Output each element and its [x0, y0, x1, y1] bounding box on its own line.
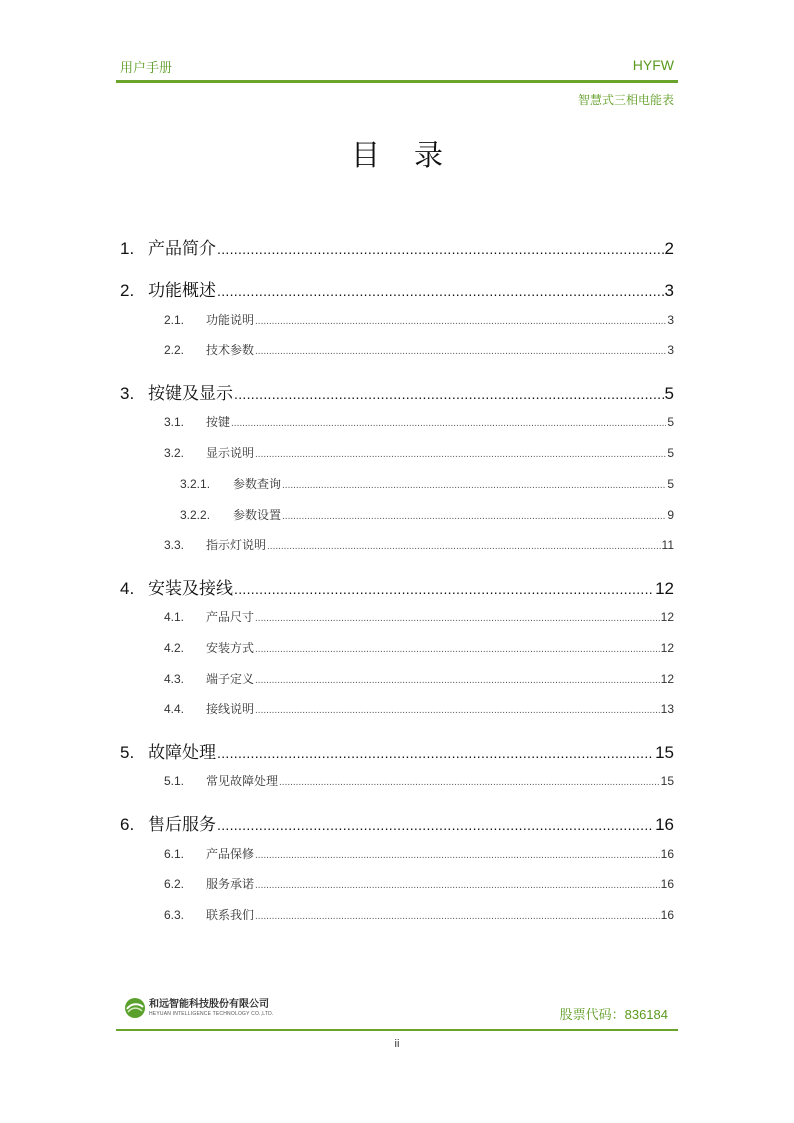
toc-entry-6[interactable] — [120, 810, 674, 835]
toc-page: 5 — [667, 415, 674, 429]
toc-page: 3 — [667, 343, 674, 357]
toc-entry-4-2[interactable] — [164, 639, 674, 656]
toc-number: 5. — [120, 743, 135, 762]
toc-entry-3-2-2[interactable] — [180, 506, 674, 523]
page-title: 目录 — [350, 138, 477, 172]
toc-label: 端子定义 — [206, 672, 255, 686]
toc-leader — [255, 880, 660, 891]
toc-leader — [255, 675, 660, 686]
toc-number: 5.1. — [164, 774, 185, 788]
toc-label: 联系我们 — [206, 908, 255, 922]
toc-entry-3-2[interactable] — [164, 444, 674, 461]
toc-label: 安装方式 — [206, 641, 255, 655]
toc-number: 6. — [120, 815, 135, 834]
toc-entry-2-2[interactable] — [164, 341, 674, 358]
toc-page: 3 — [664, 281, 674, 300]
header-manual-label: 用户手册 — [120, 60, 173, 75]
toc-number: 3.2.1. — [180, 477, 211, 491]
toc-number: 3.2. — [164, 446, 185, 460]
toc-leader — [255, 850, 660, 861]
toc-leader — [217, 283, 664, 299]
toc-leader — [231, 418, 666, 429]
toc-entry-3-2-1[interactable] — [180, 475, 674, 492]
toc-entry-4[interactable] — [120, 574, 674, 599]
toc-label: 按键 — [206, 415, 231, 429]
toc-page: 15 — [655, 743, 674, 762]
toc-leader — [234, 386, 664, 402]
toc-leader — [267, 541, 661, 552]
toc-leader — [255, 316, 666, 327]
toc-leader — [255, 644, 660, 655]
toc-number: 3.1. — [164, 415, 185, 429]
toc-entry-3-1[interactable] — [164, 413, 674, 430]
toc-entry-6-3[interactable] — [164, 906, 674, 923]
toc-leader — [217, 817, 654, 833]
toc-number: 4.3. — [164, 672, 185, 686]
toc-label: 服务承诺 — [206, 877, 255, 891]
toc-number: 6.3. — [164, 908, 185, 922]
toc-page: 11 — [661, 538, 674, 552]
toc-label: 技术参数 — [206, 343, 255, 357]
toc-label: 参数查询 — [233, 477, 282, 491]
toc-page: 12 — [660, 641, 674, 655]
toc-page: 9 — [667, 508, 674, 522]
company-logo — [124, 997, 274, 1019]
toc-leader — [282, 480, 666, 491]
toc-page: 15 — [660, 774, 674, 788]
toc-entry-2-1[interactable] — [164, 311, 674, 328]
toc-entry-4-4[interactable] — [164, 700, 674, 717]
toc-label: 产品尺寸 — [206, 610, 255, 624]
company-name-cn: 和远智能科技股份有限公司 — [149, 998, 269, 1010]
toc-number: 4.4. — [164, 702, 185, 716]
toc-label: 安装及接线 — [148, 579, 233, 598]
toc-label: 常见故障处理 — [206, 774, 279, 788]
toc-entry-2[interactable] — [120, 276, 674, 301]
toc-page: 12 — [660, 610, 674, 624]
toc-page: 5 — [667, 446, 674, 460]
toc-leader — [217, 241, 664, 257]
toc-number: 1. — [120, 239, 135, 258]
toc-number: 2. — [120, 281, 135, 300]
toc-entry-6-2[interactable] — [164, 875, 674, 892]
toc-number: 3. — [120, 384, 135, 403]
toc-number: 4. — [120, 579, 135, 598]
toc-leader — [255, 613, 660, 624]
toc-page: 5 — [664, 384, 674, 403]
toc-label: 产品保修 — [206, 847, 255, 861]
toc-leader — [255, 911, 660, 922]
header-product-name: 智慧式三相电能表 — [577, 93, 674, 107]
toc-number: 6.1. — [164, 847, 185, 861]
toc-leader — [282, 511, 666, 522]
toc-page: 16 — [655, 815, 674, 834]
toc-label: 显示说明 — [206, 446, 255, 460]
company-name-en: HEYUAN INTELLIGENCE TECHNOLOGY CO.,LTD. — [149, 1010, 274, 1017]
toc-entry-5-1[interactable] — [164, 772, 674, 789]
toc-label: 接线说明 — [206, 702, 255, 716]
toc-label: 产品简介 — [148, 239, 216, 258]
toc-page: 16 — [660, 847, 674, 861]
toc-number: 3.3. — [164, 538, 185, 552]
toc-number: 6.2. — [164, 877, 185, 891]
toc-page: 2 — [664, 239, 674, 258]
toc-page: 13 — [660, 702, 674, 716]
toc-page: 5 — [667, 477, 674, 491]
toc-label: 售后服务 — [148, 815, 216, 834]
footer-divider — [116, 1029, 678, 1031]
toc-entry-3[interactable] — [120, 379, 674, 404]
toc-page: 12 — [660, 672, 674, 686]
toc-page: 16 — [660, 877, 674, 891]
header-product-code: HYFW — [632, 57, 674, 73]
toc-leader — [234, 581, 654, 597]
toc-leader — [255, 705, 660, 716]
toc-entry-4-3[interactable] — [164, 670, 674, 687]
toc-label: 按键及显示 — [148, 384, 233, 403]
stock-code: 股票代码：836184 — [559, 1007, 668, 1022]
toc-entry-3-3[interactable] — [164, 536, 674, 553]
toc-page: 3 — [667, 313, 674, 327]
toc-label: 参数设置 — [233, 508, 282, 522]
toc-leader — [279, 777, 660, 788]
toc-label: 故障处理 — [148, 743, 216, 762]
toc-label: 功能说明 — [206, 313, 255, 327]
toc-page: 16 — [660, 908, 674, 922]
toc-entry-5[interactable] — [120, 738, 674, 763]
toc-label: 功能概述 — [148, 281, 216, 300]
heyuan-logo-icon — [124, 997, 146, 1019]
toc-entry-1[interactable] — [120, 234, 674, 259]
toc-page: 12 — [655, 579, 674, 598]
toc-number: 2.2. — [164, 343, 185, 357]
toc-number: 2.1. — [164, 313, 185, 327]
toc-leader — [217, 745, 654, 761]
toc-leader — [255, 346, 666, 357]
toc-number: 3.2.2. — [180, 508, 211, 522]
toc-entry-4-1[interactable] — [164, 608, 674, 625]
page-number: ii — [394, 1038, 400, 1050]
toc-number: 4.1. — [164, 610, 185, 624]
toc-leader — [255, 449, 666, 460]
toc-entry-6-1[interactable] — [164, 845, 674, 862]
toc-number: 4.2. — [164, 641, 185, 655]
toc-label: 指示灯说明 — [206, 538, 267, 552]
